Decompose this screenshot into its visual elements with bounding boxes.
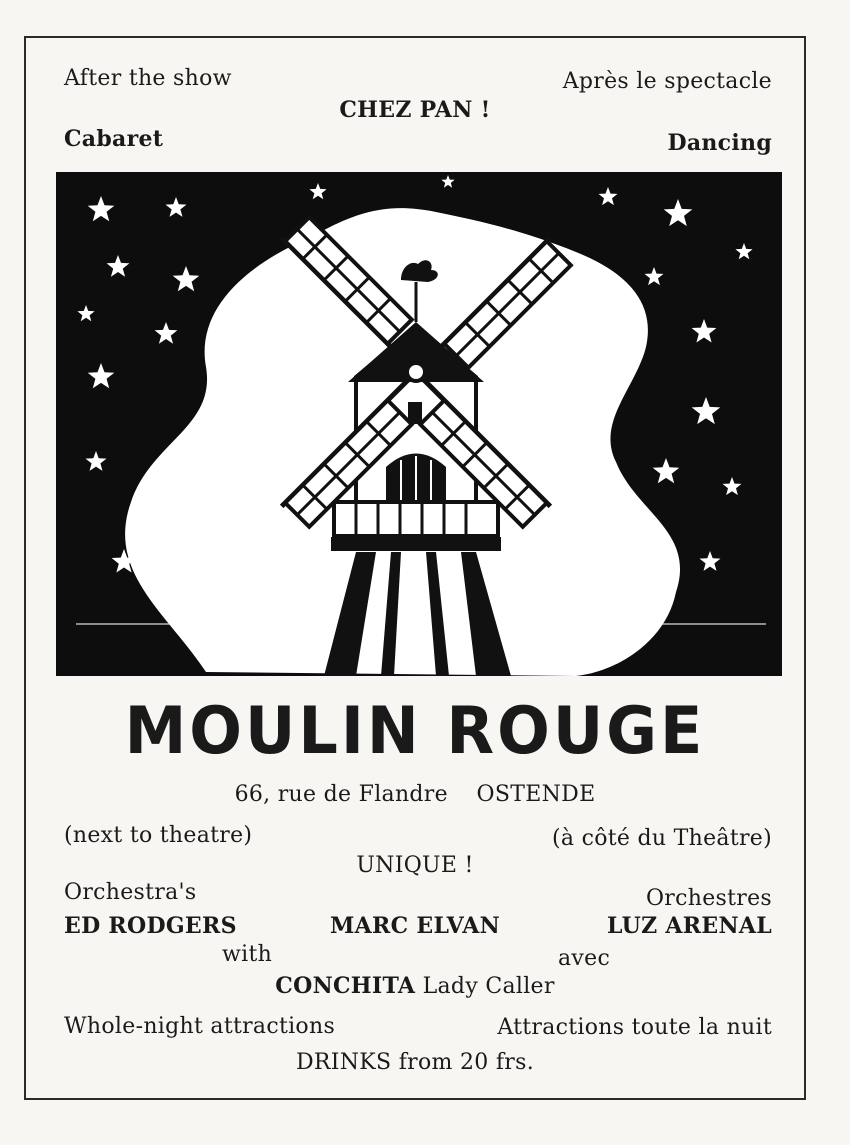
drinks-text: DRINKS from 20 frs. — [295, 1050, 535, 1075]
after-show-text: After the show — [64, 66, 232, 91]
featured-name: CONCHITA — [275, 973, 416, 999]
attractions-en-text: Whole-night attractions — [64, 1014, 336, 1039]
windmill-icon — [56, 172, 782, 676]
star-icon — [88, 196, 115, 221]
star-icon — [700, 551, 721, 571]
orchestra-name-3: LUZ ARENAL — [607, 913, 772, 939]
windmill-illustration — [56, 172, 782, 676]
star-icon — [723, 477, 742, 495]
address-line — [24, 782, 806, 807]
orchestra-name-2: MARC ELVAN — [330, 913, 501, 939]
star-icon — [107, 255, 130, 277]
star-icon — [735, 243, 752, 259]
star-icon — [692, 397, 721, 424]
star-icon — [692, 319, 717, 343]
featured-line — [24, 973, 806, 999]
apres-spectacle-text: Après le spectacle — [562, 69, 772, 94]
hub-icon — [407, 363, 425, 381]
orchestras-label-en: Orchestra's — [64, 880, 197, 905]
star-icon — [155, 322, 178, 344]
unique-text: UNIQUE ! — [356, 853, 474, 878]
cabaret-label: Cabaret — [64, 126, 164, 152]
star-icon — [173, 266, 200, 291]
address-text: 66, rue de Flandre — [234, 782, 448, 807]
star-icon — [88, 363, 115, 388]
star-icon — [664, 199, 693, 226]
star-icon — [441, 175, 454, 188]
a-cote-theatre-text: (à côté du Theâtre) — [552, 826, 772, 851]
star-icon — [309, 183, 326, 199]
next-to-theatre-text: (next to theatre) — [64, 823, 253, 848]
star-icon — [86, 451, 107, 471]
avec-text: avec — [558, 946, 611, 971]
orchestra-name-1: ED RODGERS — [64, 913, 237, 939]
star-icon — [599, 187, 618, 205]
star-icon — [645, 267, 664, 285]
featured-role: Lady Caller — [422, 974, 555, 999]
star-icon — [653, 458, 680, 483]
orchestras-label-fr: Orchestres — [645, 886, 772, 911]
venue-title: MOULIN ROUGE — [124, 692, 706, 769]
city-text: OSTENDE — [476, 782, 596, 807]
with-text: with — [222, 942, 273, 967]
star-icon — [166, 197, 187, 217]
star-icon — [77, 305, 94, 321]
chez-pan-heading: CHEZ PAN ! — [339, 97, 491, 123]
attractions-fr-text: Attractions toute la nuit — [497, 1015, 772, 1040]
dancing-label: Dancing — [667, 130, 772, 156]
